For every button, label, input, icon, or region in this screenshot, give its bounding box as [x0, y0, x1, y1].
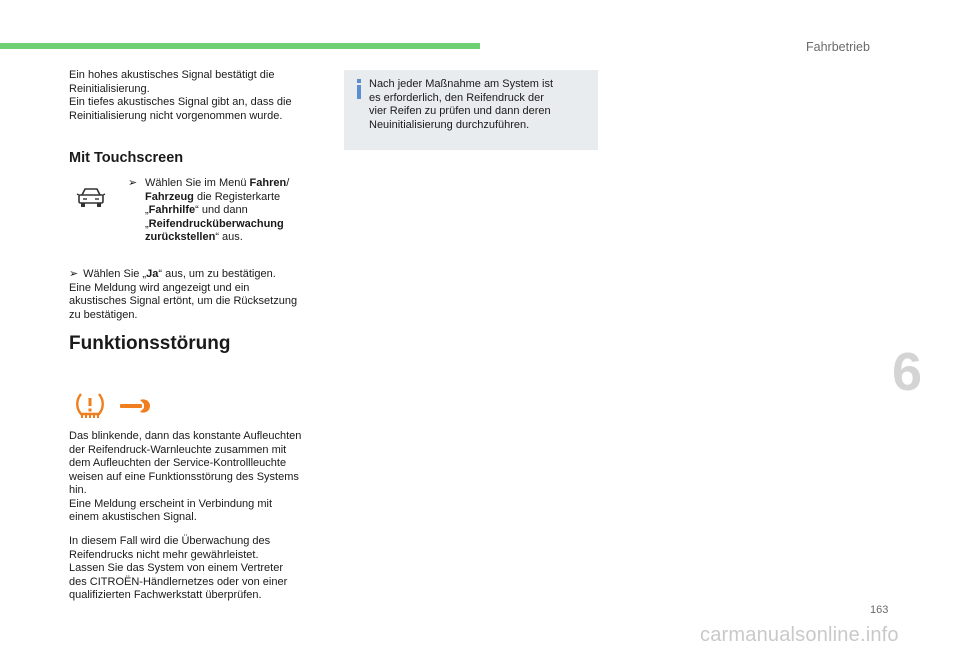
malfunction-heading: Funktionsstörung	[69, 333, 231, 354]
car-icon	[76, 186, 106, 210]
intro-paragraph: Ein hohes akustisches Signal bestätigt die Reinitialisierung. Ein tiefes akustisches Signal gibt an, dass die Reinitialisierung nicht vorgenommen wurde.	[69, 69, 292, 122]
malfunction-paragraph-1: Das blinkende, dann das konstante Aufleuchten der Reifendruck-Warnleuchte zusammen mit dem Aufleuchten der Service-Kontrollleuchte weisen auf eine Funktionsstörung des Systems hin. Eine Meldung erscheint in Verbindung mit einem akustischen Signal.	[69, 430, 302, 523]
bullet-icon: ➢	[69, 268, 79, 280]
info-icon	[352, 78, 366, 100]
chapter-number: 6	[892, 342, 923, 402]
malfunction-paragraph-2: In diesem Fall wird die Überwachung des Reifendrucks nicht mehr gewährleistet. Lassen Sie das System von einem Vertreter des CITROËN-Händlernetzes oder von einer qualifizierten Fachwerkstatt überprüfen.	[69, 535, 288, 601]
chapter-accent-bar	[0, 43, 480, 49]
bullet-icon: ➢	[128, 177, 138, 189]
watermark: carmanualsonline.info	[700, 624, 899, 646]
touchscreen-heading: Mit Touchscreen	[69, 150, 184, 166]
wrench-icon	[118, 397, 152, 415]
tyre-pressure-warning-icon	[74, 391, 106, 419]
page-number: 163	[870, 604, 889, 616]
chapter-title: Fahrbetrieb	[806, 40, 870, 54]
info-note-text: Nach jeder Maßnahme am System ist es erforderlich, den Reifendruck der vier Reifen zu prüfen und dann deren Neuinitialisierung durchzuführen.	[369, 78, 554, 131]
